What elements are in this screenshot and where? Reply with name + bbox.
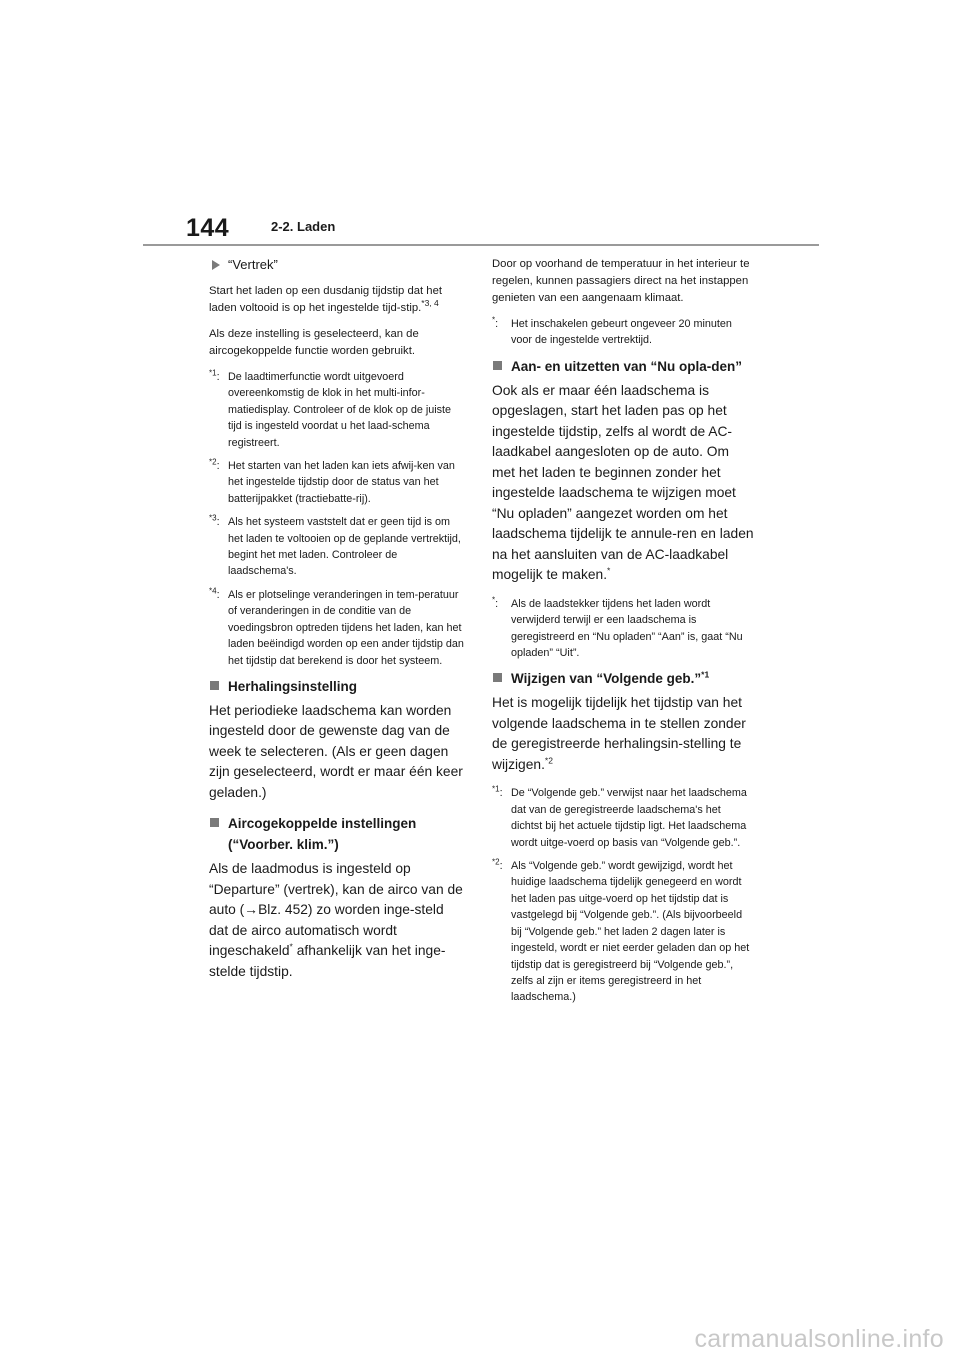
square-bullet-icon — [493, 361, 502, 370]
nu-opladen-text: Ook als er maar één laadschema is opgeslagen, start het laden pas op het ingestelde tijdstip, zelfs al wordt de AC-laadkabel aangesloten op de auto. Om met het laden te beginnen zonder het ingestelde laadschema te wijzigen moet “Nu opladen” aangezet worden om het laadschema tijdelijk te annule-ren en laden na het aansluiten van de AC-laadkabel mogelijk te maken.* — [492, 382, 754, 583]
square-bullet-icon — [493, 673, 502, 682]
triangle-bullet-icon — [212, 260, 220, 270]
left-column — [209, 256, 465, 992]
footnote: $^{*1}$: De laadtimerfunctie wordt uitgevoerd overeenkomstig de klok in het multi-infor-matiedisplay. Controleer of de klok op de juiste tijd is ingesteld voordat u het laad-schema registreert. — [209, 368, 452, 449]
herhaling-heading: Herhalingsinstelling — [209, 676, 465, 697]
right-column — [492, 256, 754, 1013]
square-bullet-icon — [210, 681, 219, 690]
footnote: *: Als de laadstekker tijdens het laden wordt verwijderd terwijl er een laadschema is geregistreerd en “Nu opladen” “Aan” is, gaat “Nu opladen” “Uit”. — [492, 595, 743, 660]
vertrek-text: Start het laden op een dusdanig tijdstip dat het laden voltooid is op het ingestelde tijd-stip.$^{*3, 4}$ — [209, 285, 443, 314]
volgende-text: Het is mogelijk tijdelijk het tijdstip van het volgende laadschema in te stellen zonder de geregistreerde herhalingsin-stelling te wijzigen.$^{*2}$ — [492, 695, 746, 772]
footnote: $^{*2}$: Als “Volgende geb.” wordt gewijzigd, wordt het huidige laadschema tijdelijk genegeerd en wordt het laden pas uitge-voerd op het tijdstip dat is vastgelegd bij “Volgende geb.”. (Als bijvoorbeeld bij “Volgende geb.” het laden 2 dagen later is ingesteld, wordt er niet eerder geladen dan op het tijdstip dat is geregistreerd bij “Volgende geb.”, zelfs al zijn er items geregistreerd in het laadschema.) — [492, 857, 750, 1004]
herhaling-text: Het periodieke laadschema kan worden ingesteld door de gewenste dag van de week te selecteren. (Als er geen dagen zijn geselecteerd, wordt er maar één keer geladen.) — [209, 702, 463, 800]
footnote: $^{*4}$: Als er plotselinge veranderingen in tem-peratuur of veranderingen in de conditie van de voedingsbron optreden tijdens het laden, kan het laden beëindigd worden op een ander tijdstip dan het tijdstip dat berekend is door het systeem. — [209, 586, 464, 667]
header-divider — [143, 244, 819, 246]
footnote: $^{*3}$: Als het systeem vaststelt dat er geen tijd is om het laden te voltooien op de geplande vertrektijd, begint het met laden. Controleer de laadschema's. — [209, 513, 461, 578]
square-bullet-icon — [210, 818, 219, 827]
vertrek-heading: “Vertrek” — [209, 256, 465, 273]
nu-opladen-heading: Aan- en uitzetten van “Nu opla-den” — [492, 356, 754, 377]
watermark: carmanualsonline.info — [694, 1325, 944, 1353]
section-title: 2-2. Laden — [271, 219, 336, 234]
footnote: $^{*2}$: Het starten van het laden kan iets afwij-ken van het ingestelde tijdstip door de status van het batterijpakket (tractiebatte-rij). — [209, 457, 455, 505]
vertrek-text-2: Als deze instelling is geselecteerd, kan de aircogekoppelde functie worden gebruikt. — [209, 328, 419, 357]
footnote: *: Het inschakelen gebeurt ongeveer 20 minuten voor de ingestelde vertrektijd. — [492, 315, 732, 347]
airco-text: Als de laadmodus is ingesteld op “Departure” (vertrek), kan de airco van de auto (→Blz. 452) zo worden inge-steld dat de airco automatisch wordt ingeschakeld* afhankelijk van het inge-stelde tijdstip. — [209, 861, 463, 979]
volgende-heading: Wijzigen van “Volgende geb.”$^{*1}$ — [492, 668, 754, 689]
footnote: $^{*1}$: De “Volgende geb.” verwijst naar het laadschema dat van de geregistreerde laadschema's het dichtst bij het actuele tijdstip ligt. Het laadschema wordt uitge-voerd op basis van “Volgende geb.”. — [492, 784, 747, 849]
intro-text: Door op voorhand de temperatuur in het interieur te regelen, kunnen passagiers direct na het instappen genieten van een aangenaam klimaat. — [492, 258, 750, 304]
page-number: 144 — [186, 214, 230, 242]
airco-heading: Aircogekoppelde instellingen (“Voorber. klim.”) — [209, 813, 465, 855]
